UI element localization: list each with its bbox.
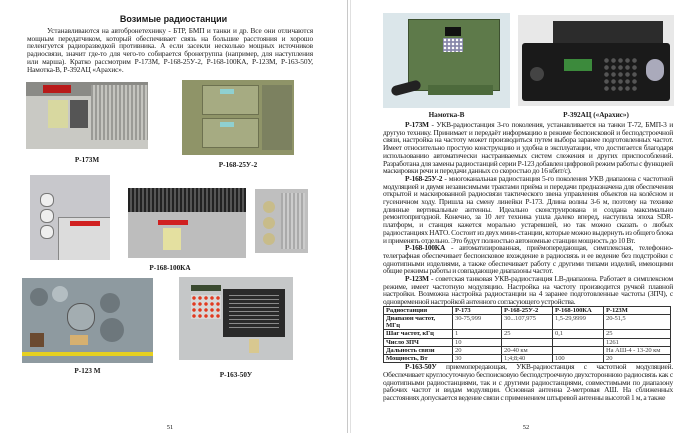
- caption-namotka-v: Намотка-В: [428, 111, 465, 119]
- photo-r163-50u: [179, 277, 293, 360]
- table-cell: 100: [553, 355, 604, 363]
- intro-paragraph: [27, 27, 313, 73]
- photo-r123m: [22, 278, 153, 363]
- caption-r123m: Р-123 М: [74, 367, 101, 375]
- photo-r168-100ka-unit: [30, 175, 110, 260]
- term: Р-123М: [405, 274, 429, 284]
- description: - УКВ-радиостанция 3-го поколения, устанавливается на танки Т-72, БМП-3 и другую технику. Принимает и передаёт информацию в режиме беспоисковой и бесподстроечной связи, настройка на частоту может производиться путем выбора заранее подготовленных частот. Имеет относительно простую конструкцию и удобна в эксплуатации, что достигается благодаря использованию автоматически настраиваемых систем слежения и других приспособлений. Разработана для замены радиостанций серии Р-123 добавлен цифровой режим работы с функцией маскировки речи и передачи данных со скоростью до 16 кбит/с).: [383, 120, 673, 176]
- table-cell: 10: [453, 338, 502, 346]
- paragraph-r173m: [383, 121, 673, 175]
- body-text: [383, 121, 673, 402]
- caption-r163-50u: Р-163-50У: [219, 371, 253, 379]
- paragraph-r168-100ka: [383, 244, 673, 275]
- description: - советская танковая УКВ-радиостанция LB-диапазона. Работает в симплексном режиме, имеет частотную модуляцию. Настройка на частоту производится ручкой плавной настройки. Возможна настройка радиостанции на 4 заранее подготовленные частоты (ЗПЧ), с одновременной настройкой антенного согласующего устройства.: [383, 274, 673, 307]
- photo-r168-100ka-amp: [255, 189, 308, 253]
- table-cell: 1;4;8;40: [502, 355, 553, 363]
- intro-text: Устанавливаются на автобронетехнику - БТР, БМП и танки и др. Все они отличаются мощным передатчиком, который обеспечивает связь на большие расстояния и хорошо пеленгуется радиоразведкой противника. А если засекли несколько мощных источников радиосвязи, значит где-то для чего-то собирается бронегруппа (например, для наступления или марша). Кратко рассмотрим Р-173М, Р-168-25У-2, Р-168-100КА, Р-123М, Р-163-50У, Намотка-В, Р-392АЦ «Арахис».: [27, 26, 313, 74]
- table-cell: 30: [453, 355, 502, 363]
- table-header: Радиостанция: [384, 306, 453, 314]
- description: приемопередающая, УКВ-радиостанция с частотной модуляцией. Обеспечивает круглосуточную беспоисковую бесподстроечную двухстороннюю радиосвязь как с однотипными радиостанциями, так и с другими радиостанциями, совместимыми по диапазону рабочих частот и видам модуляции. Основная антенна 2-метровая АШ. На сближенных расстояниях допускается ведение связи с применением штыревой антенны высотой 1 м, а также: [383, 362, 673, 403]
- photo-r392ac-arakhis: [518, 15, 674, 106]
- table-cell: 20: [604, 355, 671, 363]
- table-row: [384, 338, 671, 346]
- table-cell: 0,1: [553, 330, 604, 338]
- table-header: Р-168-25У-2: [502, 306, 553, 314]
- photo-namotka-v: [383, 13, 510, 108]
- table-cell: 20-51,5: [604, 315, 671, 330]
- page-number: 51: [166, 424, 174, 431]
- table-cell: Диапазон частот, МГц: [384, 315, 453, 330]
- table-cell: Дальность связи: [384, 346, 453, 354]
- table-header: Р-123М: [604, 306, 671, 314]
- table-cell: Мощность, Вт: [384, 355, 453, 363]
- term: Р-168-100КА: [405, 243, 446, 253]
- table-header-row: [384, 306, 671, 314]
- table-cell: 30...107,975: [502, 315, 553, 330]
- caption-r168-100ka: Р-168-100КА: [149, 264, 191, 272]
- photo-r173m: [26, 82, 148, 149]
- table-cell: [553, 346, 604, 354]
- table-cell: 30-75,999: [453, 315, 502, 330]
- table-cell: [553, 338, 604, 346]
- table-row: [384, 346, 671, 354]
- table-cell: 25: [502, 330, 553, 338]
- page-number: 52: [522, 424, 530, 431]
- table-row: [384, 330, 671, 338]
- section-title: Возимые радиостанции: [119, 14, 228, 24]
- caption-r173m: Р-173М: [74, 156, 100, 164]
- table-cell: Число ЗПЧ: [384, 338, 453, 346]
- term: Р-163-50У: [405, 362, 437, 372]
- photo-r168-25u2: [182, 80, 294, 155]
- table-row: [384, 315, 671, 330]
- table-header: Р-168-100КА: [553, 306, 604, 314]
- table-cell: [502, 338, 553, 346]
- paragraph-r168-25u2: [383, 175, 673, 244]
- table-cell: 1,5-29,9999: [553, 315, 604, 330]
- table-cell: Шаг частот, кГц: [384, 330, 453, 338]
- description: - автоматизированная, приёмопередающая, симплексная, телефонно-телеграфная обеспечивает беспоисковое вхождение в радиосвязь и ее ведение без подстройки с однотипными изделиями, а также обеспечивает работу с другими типами изделий, имеющими общие режимы работы и совпадающие диапазоны частот.: [383, 243, 673, 276]
- table-cell: 1: [453, 330, 502, 338]
- paragraph-r163-50u: [383, 363, 673, 402]
- specs-table: [383, 306, 671, 363]
- term: Р-173М: [405, 120, 429, 129]
- table-cell: 20-40 км: [502, 346, 553, 354]
- description: - многоканальная радиостанция 5-го поколения УКВ диапазона с частотной модуляцией и двумя независимыми трактами приёма и передачи предназначена для обеспечения открытой и маскированной радиосвязи тактического звена управления объектов на колёсном и гусеничном ходу. Пришла на смену линейки Р-173. Длина волны 3-6 м, поэтому на технике длинные вертикальные антенны. Идеально сконструирована и создана максимально ремонтопригодной. Конечно, за 10 лет техника ушла далеко вперед, наступила эпоха SDR-платформ, и станция кажется морально устаревшей, но так можно сказать о любых радиостанциях НАТО. Состоит из двух мини-станции, которые можно выдернуть из общего блока и применять отдельно. Это будут полностью автономные станции мощность до 10 Вт.: [383, 173, 673, 245]
- table-cell: 20: [453, 346, 502, 354]
- photo-r168-100ka-main: [128, 188, 246, 258]
- caption-r392ac: Р-392АЦ («Арахис»): [563, 111, 629, 119]
- paragraph-r123m: [383, 275, 673, 306]
- page-right: [350, 0, 700, 433]
- table-header: Р-173: [453, 306, 502, 314]
- caption-r168-25u2: Р-168-25У-2: [218, 161, 258, 169]
- table-cell: На АШ-4 - 13-20 км: [604, 346, 671, 354]
- table-cell: 25: [604, 330, 671, 338]
- page-left: [0, 0, 348, 433]
- term: Р-168-25У-2: [405, 173, 443, 183]
- table-cell: 1261: [604, 338, 671, 346]
